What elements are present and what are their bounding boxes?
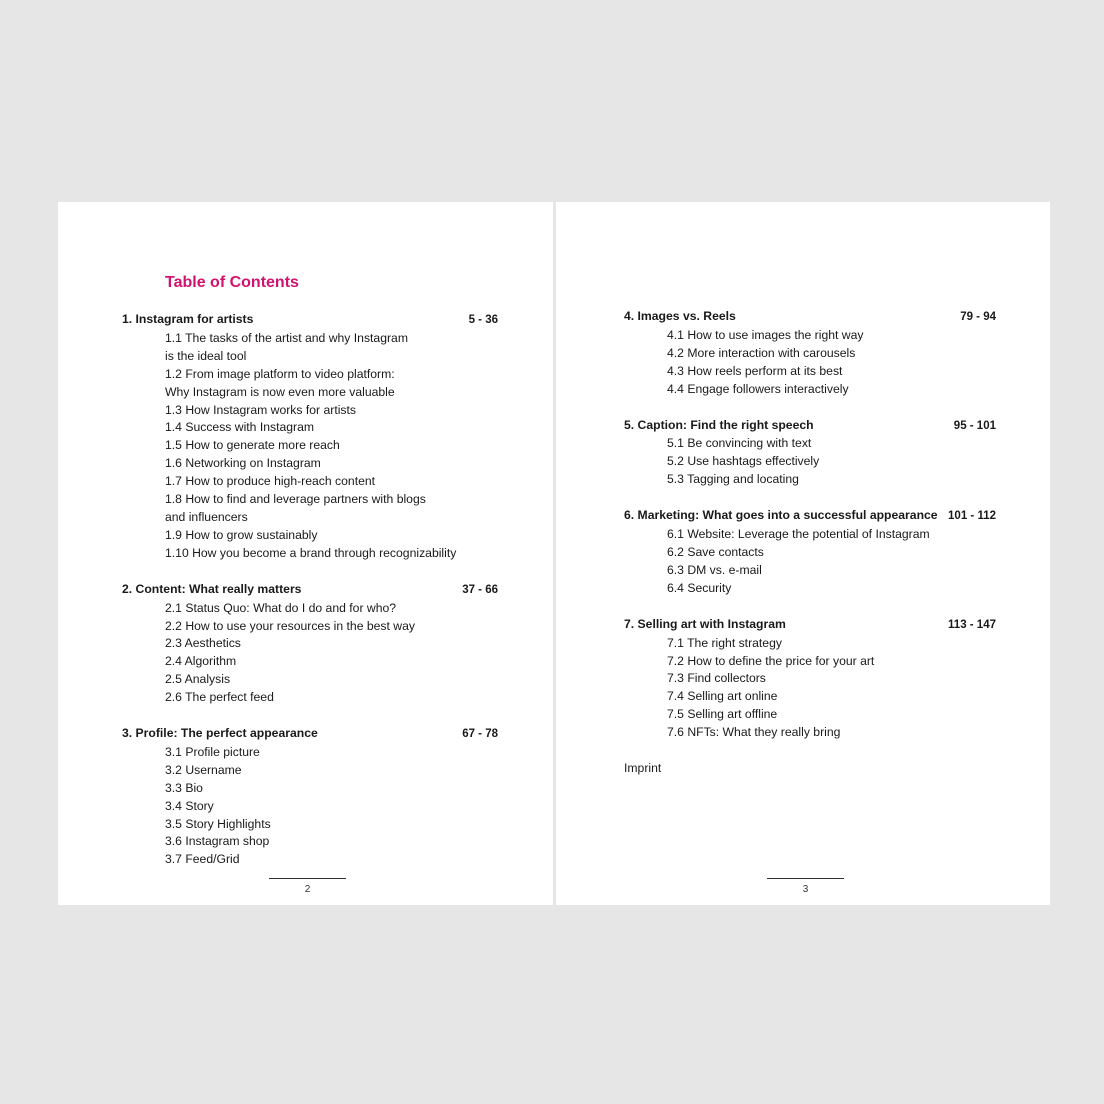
toc-subsection[interactable]: 7.3 Find collectors	[667, 671, 766, 686]
toc-subsection[interactable]: 3.1 Profile picture	[165, 744, 260, 759]
toc-subsection[interactable]: 7.2 How to define the price for your art	[667, 653, 875, 668]
toc-subsection[interactable]: 7.6 NFTs: What they really bring	[667, 725, 841, 740]
toc-subsection[interactable]: 3.7 Feed/Grid	[165, 852, 240, 867]
chapter-title: 6. Marketing: What goes into a successful appearance	[624, 508, 938, 523]
chapter-title: 7. Selling art with Instagram	[624, 616, 786, 631]
chapter-page-range: 101 - 112	[948, 510, 996, 523]
toc-chapter-row[interactable]	[624, 507, 996, 526]
toc-subsection[interactable]: 4.1 How to use images the right way	[667, 327, 864, 342]
toc-subsection[interactable]: 4.4 Engage followers interactively	[667, 381, 849, 396]
toc-subsection[interactable]: 6.4 Security	[667, 580, 732, 595]
toc-subsection[interactable]: 3.5 Story Highlights	[165, 816, 271, 831]
toc-subsection[interactable]: 2.6 The perfect feed	[165, 690, 274, 705]
toc-column-right	[624, 308, 996, 778]
toc-chapter-row[interactable]	[624, 616, 996, 635]
toc-subsection[interactable]: 5.3 Tagging and locating	[667, 472, 799, 487]
toc-chapter	[122, 725, 498, 869]
toc-heading: Table of Contents	[165, 274, 299, 291]
toc-subsection[interactable]: 1.8 How to find and leverage partners with blogs and influencers	[165, 492, 426, 524]
toc-subsection[interactable]: 4.3 How reels perform at its best	[667, 363, 843, 378]
chapter-page-range: 113 - 147	[948, 618, 996, 631]
toc-subsection[interactable]: 2.5 Analysis	[165, 672, 231, 687]
chapter-page-range: 95 - 101	[953, 419, 996, 432]
chapter-title: 3. Profile: The perfect appearance	[122, 726, 318, 741]
toc-subsection[interactable]: 7.1 The right strategy	[667, 635, 782, 650]
chapter-page-range: 67 - 78	[462, 728, 498, 741]
toc-subsection[interactable]: 7.5 Selling art offline	[667, 707, 778, 722]
toc-subsection[interactable]: 4.2 More interaction with carousels	[667, 345, 856, 360]
toc-chapter	[624, 417, 996, 490]
toc-subsection[interactable]: 3.6 Instagram shop	[165, 834, 270, 849]
chapter-page-range: 79 - 94	[960, 311, 996, 323]
toc-subsection[interactable]: 1.1 The tasks of the artist and why Instagram is the ideal tool	[165, 330, 408, 363]
toc-subsection[interactable]: 1.6 Networking on Instagram	[165, 456, 321, 471]
toc-subsection[interactable]: 1.10 How you become a brand through recognizability	[165, 545, 457, 560]
toc-chapter	[624, 507, 996, 598]
toc-subsection[interactable]: 2.4 Algorithm	[165, 654, 237, 669]
page-number: 3	[802, 884, 809, 895]
toc-chapter-row[interactable]	[624, 417, 996, 436]
toc-chapter-row[interactable]	[122, 581, 498, 600]
toc-chapter	[624, 616, 996, 742]
chapter-title: 1. Instagram for artists	[122, 312, 254, 326]
toc-subsection[interactable]: 1.5 How to generate more reach	[165, 438, 340, 453]
chapter-page-range: 37 - 66	[462, 583, 498, 596]
toc-chapter	[122, 311, 498, 563]
left-page	[58, 202, 553, 905]
toc-subsection[interactable]: 7.4 Selling art online	[667, 689, 778, 704]
toc-chapter	[624, 308, 996, 399]
toc-subsection[interactable]: 2.2 How to use your resources in the best way	[165, 618, 415, 633]
footer-rule	[269, 878, 346, 879]
toc-column-left	[122, 311, 498, 887]
chapter-title: 4. Images vs. Reels	[624, 309, 736, 323]
toc-subsection[interactable]: 3.2 Username	[165, 762, 242, 777]
toc-subsection[interactable]: 6.1 Website: Leverage the potential of Instagram	[667, 527, 930, 542]
toc-subsection[interactable]: 1.7 How to produce high-reach content	[165, 474, 376, 489]
toc-subsection[interactable]: 6.3 DM vs. e-mail	[667, 562, 762, 577]
toc-subsection[interactable]: 1.3 How Instagram works for artists	[165, 402, 356, 417]
toc-subsection[interactable]: 3.4 Story	[165, 798, 214, 813]
toc-chapter-row[interactable]	[122, 725, 498, 744]
chapter-page-range: 5 - 36	[468, 314, 498, 326]
toc-subsection[interactable]: 1.4 Success with Instagram	[165, 420, 315, 435]
toc-subsection[interactable]: 1.2 From image platform to video platform: Why Instagram is now even more valuable	[165, 366, 395, 399]
toc-chapter-row[interactable]	[624, 308, 996, 327]
toc-chapter	[122, 581, 498, 707]
footer-rule	[767, 878, 844, 879]
right-page	[556, 202, 1050, 905]
toc-chapter-row[interactable]	[122, 311, 498, 330]
toc-subsection[interactable]: 6.2 Save contacts	[667, 544, 764, 559]
chapter-title: 5. Caption: Find the right speech	[624, 417, 814, 432]
toc-subsection[interactable]: 2.3 Aesthetics	[165, 636, 241, 651]
toc-subsection[interactable]: 5.1 Be convincing with text	[667, 436, 812, 451]
toc-subsection[interactable]: 5.2 Use hashtags effectively	[667, 454, 820, 469]
imprint-entry[interactable]: Imprint	[624, 761, 662, 776]
toc-subsection[interactable]: 1.9 How to grow sustainably	[165, 527, 318, 542]
toc-subsection[interactable]: 3.3 Bio	[165, 780, 203, 795]
toc-subsection[interactable]: 2.1 Status Quo: What do I do and for who?	[165, 600, 397, 615]
page-number: 2	[304, 884, 311, 895]
chapter-title: 2. Content: What really matters	[122, 581, 302, 596]
